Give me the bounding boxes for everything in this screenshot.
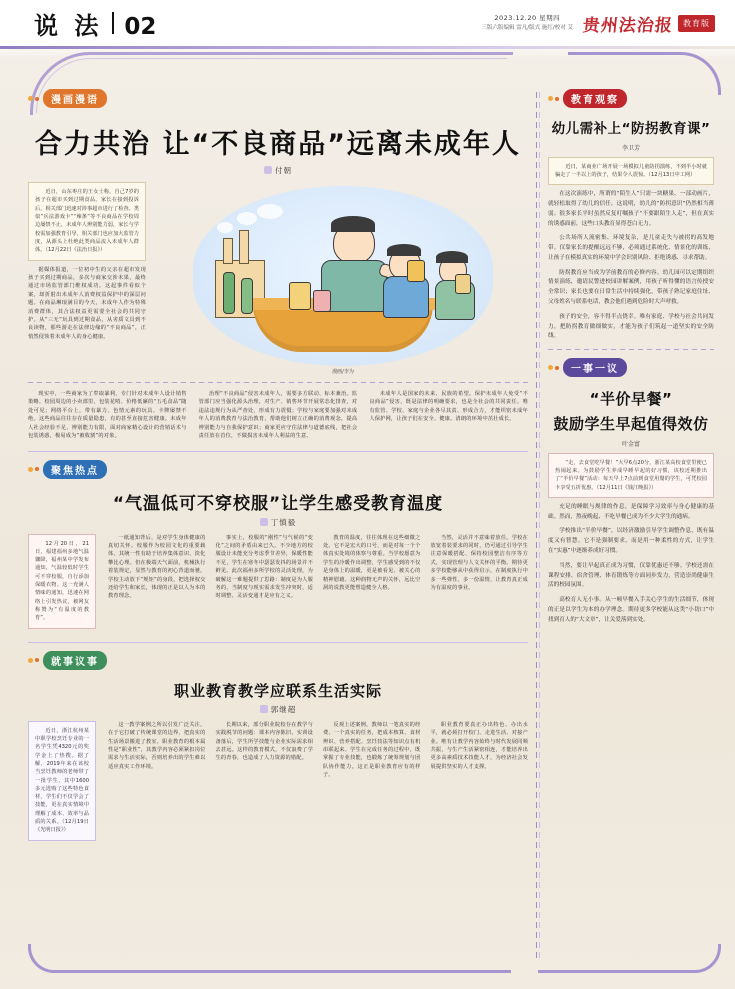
badge-dots-icon (28, 96, 39, 101)
right-column (548, 88, 714, 630)
byline-text: 丁慎毅 (270, 517, 297, 527)
byline-one-matter: 叶金富 (621, 440, 640, 448)
snack-package-icon-3 (407, 260, 425, 282)
illustration-column (158, 182, 528, 375)
section-badge-cartoon (28, 89, 107, 108)
masthead-right (583, 11, 715, 36)
smoke-puff (217, 222, 233, 233)
divider-dots-right (548, 349, 714, 350)
body-paragraph: 充足的睡眠与规律的作息，是保障学习效率与身心健康的基础。然而，熬夜晚起、不吃早餐已成为不少大学生的通病。 (548, 503, 714, 520)
section-badge-label: 聚焦热点 (43, 460, 107, 479)
article-hot-topic (28, 459, 528, 634)
masthead-rule (0, 46, 735, 49)
section-badge-hot-topic (28, 460, 107, 479)
lead-paragraph-hot: 12月20日，21日，福建福州多地气温骤降，福州某中学发布通知，气温较低时学生可不穿校服，自行添加保暖衣物。这一充满人情味的通知，迅速在网络上引发热议，被网友称赞为“有温度的教育”。 (28, 534, 96, 629)
smoke-puff (257, 204, 283, 219)
lead-paragraph-commentary: 近日，浙江杭州某中职学校烹饪专业的一名学生凭4320元的奖学金上了热搜。据了解，2019年来在该校当烹饪教师的老师带了一批学生，其中1600多元选购了这些特色食材，学生们不仅学会了技能，更在真实情境中理解了成本、效率与品质的关系。（12月19日《光明日报》） (28, 721, 96, 841)
child-hair-2 (436, 251, 468, 263)
lead-column-commentary (28, 721, 96, 846)
byline-commentary (28, 704, 528, 715)
badge-dots-icon (548, 365, 559, 370)
section-badge-label: 就事议事 (43, 651, 107, 670)
section-badge-observation (548, 89, 627, 108)
page-number: 02 (124, 13, 157, 40)
body-paragraph: 反观上述案例，教师以一笔真实的经费、一个真实的任务，把成本核算、食材辨识、营养搭配、烹饪技法等知识点有机串联起来。学生在完成任务的过程中，既掌握了专业技能，也锻炼了统筹规划与团队协作能力。这正是职业教育应有的样子。 (323, 721, 421, 779)
body-paragraph: 据媒体报道，一位初中生的父亲在超市发现孩子买到过期商品，多次与商家交涉未果，最终通过市场监管部门维权成功。这起事件看似个案，却折射出未成年人消费权益保护中的深层问题。在商品琳琅满目的今天，未成年人作为特殊消费群体，其合法权益更需要全社会的共同守护。从“三无”玩具到过期食品，从劣质文具到不良读物，那些游走在法律边缘的“不良商品”，正悄然侵蚀着未成年人的身心健康。 (28, 266, 146, 340)
body-paragraph: 这一教学案例之所以引发广泛关注，在于它打破了传统课堂的边界，把真实的生活场景搬进了教室。职业教育的根本属性是“职业性”，其教学内容必须紧扣岗位需求与生活实际，否则培养出的学生难以适应真实工作环境。 (108, 721, 206, 770)
body-column-1 (28, 266, 146, 342)
page-title: 说 法 (34, 11, 103, 40)
section-divider-1 (28, 451, 528, 452)
section-badge-label: 教育观察 (563, 89, 627, 108)
body-paragraph: 学校推出“半价早餐”，以经济激励引导学生调整作息，既有温度又有智慧。它不是强制要求，而是用一种柔性的方式，让学生在“实惠”中逐渐养成好习惯。 (548, 528, 714, 554)
headline-one-matter-line2: 鼓励学生早起值得效仿 (553, 414, 709, 433)
lead-paragraph: 近日，山东枣庄的王女士称，自己7岁的孩子在超市买到过期食品。家长在接到投诉后，相关部门迅速对涉事超市进行了检查。类似“兵法游戏卡”“辣条”等不良商品在学校周边屡禁不止，未成年人辨别能力弱，家长与学校需加强教育引导，相关部门也应加大监管力度，从源头上杜绝此类商品流入未成年人群体。（12月22日《法治日报》） (28, 182, 146, 261)
byline-text: 付朝 (275, 166, 292, 175)
section-badge-label: 一事一议 (563, 358, 627, 377)
body-paragraph: 在这次演练中，所谓的“陌生人”只需一块糖果、一部动画片，就轻松取得了幼儿的信任。这说明，幼儿的“防拐意识”仍然相当薄弱。很多家长平时虽然反复叮嘱孩子“不要跟陌生人走”，但在真实的诱惑面前，这些口头教育显得苍白无力。 (548, 191, 714, 227)
body-paragraph: 一纸通知背后，是对学生身体健康的真切关怀。校服作为校园文化的重要载体，其统一性有助于培养集体意识、淡化攀比心理。但在极端天气面前，机械执行着装规定，显然与教育的初心背道而驰。学校主动放下“规矩”的身段，把选择权交还给学生和家长，体现的正是以人为本的教育理念。 (108, 534, 206, 600)
section-badge-one-matter (548, 358, 627, 377)
plant-icon (223, 272, 235, 314)
section-badge-label: 漫画漫语 (43, 89, 107, 108)
body-paragraph: 长期以来，部分职业院校存在教学与实践脱节的问题：课本内容陈旧，实训设备落后，学生所学技能与企业实际需求相去甚远。这样的教育模式，不仅浪费了学生的青春，也造成了人力资源的错配。 (215, 721, 313, 762)
masthead (0, 0, 735, 46)
byline-mark-icon (260, 518, 268, 526)
body-paragraph-3: 治理“不良商品”侵害未成年人，需要多方联动、标本兼治。监管部门应当强化源头治理，对生产、销售环节开展常态化排查，对违法违规行为从严查处，形成有力震慑；学校与家庭要加强对未成年人的消费教育与法治教育，帮助他们树立正确的消费观念，提高辨别能力与自我保护意识；商家更应守住法律与道德底线，把社会责任放在首位，不做损害未成年人利益的生意。 (198, 391, 358, 440)
masthead-divider (112, 12, 114, 34)
body-columns-hot (108, 534, 528, 634)
badge-dots-icon (28, 658, 39, 663)
article-education-observation (548, 88, 714, 342)
adult-hair (331, 216, 375, 232)
chimney-icon-2 (239, 230, 249, 264)
snack-package-icon (289, 282, 311, 310)
article-one-matter (548, 357, 714, 625)
publication-date: 2023.12.20 星期四 (494, 13, 561, 22)
editor-credits: 三版六版编辑 雷凡/版式 施红/校对 艾 (481, 24, 573, 31)
byline-main (28, 165, 528, 176)
headline-main: 合力共治 让“不良商品”远离未成年人 (35, 129, 521, 160)
body-paragraph: 职业教育要真正办出特色、办出水平，就必须打开校门、走进生活、对接产业。唯有让教学内容始终与时代发展同频共振，与生产生活紧密相连，才能培养出更多高素质技术技能人才，为经济社会发展提供坚实的人才支撑。 (430, 721, 528, 770)
byline-mark-icon (264, 166, 272, 174)
child-body (383, 276, 429, 318)
headline-commentary: 职业教育教学应联系生活实际 (173, 681, 382, 700)
lead-paragraph-one-matter: “走，去食堂吃早餐！”大早6点20分，浙江某高校食堂里便已热闹起来。为鼓励学生养成早睡早起的好习惯，该校近期推出了“半价早餐”活动：每天早上7点前到食堂用餐的学生，可凭校园卡享受五折优惠。（12月11日《钱江晚报》） (548, 453, 714, 498)
body-paragraph: 防拐教育应当成为学前教育的必修内容。幼儿园可以定期组织情景演练，邀请民警进校园讲解案例，用孩子听得懂的语言传授安全常识；家长也要在日常生活中持续强化，带孩子熟记家庭住址、父母姓名与联系电话，教会他们遇到危险时大声呼救。 (548, 269, 714, 305)
body-paragraph: 事实上，校服的“刚性”与气候的“变化”之间的矛盾由来已久。不少地方的校服设计未能充分考虑季节差异，保暖性能不足，学生在寒冬中瑟瑟发抖的场景并不鲜见。此次福州多所学校的灵活处理，为破解这一难题提供了思路：制度是为人服务的，当制度与现实需求发生冲突时，适时调整、灵活变通才是应有之义。 (215, 534, 313, 600)
body-paragraph: 公共场所人流密集、环境复杂，是儿童走失与被拐的高发地带。仅靠家长的提醒远远不够，必须通过系统化、情景化的训练，让孩子在模拟真实的环境中学会识别风险、拒绝诱惑、寻求帮助。 (548, 235, 714, 261)
headline-one-matter-line1: “半价早餐” (589, 390, 673, 409)
body-paragraph: 教育的温度，往往体现在这些细微之处。它不是宏大的口号，而是对每一个个体真实处境的体察与尊重。当学校愿意为学生的冷暖作出调整，学生感受到的不仅是身体上的温暖，更是被看见、被关心的精神慰藉。这种润物无声的关怀，远比空洞的说教更能塑造健全人格。 (323, 534, 421, 592)
section-badge-commentary (28, 651, 107, 670)
body-observation (548, 190, 714, 342)
body-paragraph: 当然，要让早起真正成为习惯，仅靠优惠还不够。学校还需在课程安排、宿舍管理、体育锻炼等方面同步发力，营造崇尚健康生活的校园氛围。 (548, 562, 714, 589)
child-hair (387, 244, 421, 256)
lead-column (28, 182, 146, 375)
chimney-icon (223, 238, 233, 264)
body-columns-commentary (108, 721, 528, 846)
body-paragraph: 当然，灵活并不意味着放任。学校在放宽着装要求的同时，仍可通过引导学生注意保暖搭配、保持校园整洁有序等方式，实现管理与人文关怀的平衡。期待更多学校能够从中获得启示，在制度执行中多一些弹性、多一份温情，让教育真正成为有温度的事业。 (430, 534, 528, 592)
byline-observation: 李卫芳 (621, 144, 640, 152)
badge-dots-icon (548, 96, 559, 101)
body-paragraph: 孩子的安全，容不得半点侥幸。唯有家庭、学校与社会共同发力，把防拐教育做细做实，才能为孩子们筑起一道坚实的安全防线。 (548, 313, 714, 340)
illustration-caption: 漫画/李为 (332, 369, 354, 375)
body-one-matter (548, 503, 714, 626)
lead-column-hot (28, 534, 96, 634)
byline-hot-topic (28, 517, 528, 528)
decorative-bottom-left (28, 944, 511, 973)
snack-package-icon-2 (313, 290, 331, 312)
byline-text: 郭继超 (270, 704, 297, 714)
edition-badge: 教育版 (678, 15, 715, 32)
body-paragraph-4: 未成年人是国家的未来、民族的希望。保护未成年人免受“不良商品”侵害，既是法律的明确要求，也是全社会的共同责任。唯有监管、学校、家庭与企业各尽其责、形成合力，才能织密未成年人保护网，让孩子们在安全、健康、清朗的环境中茁壮成长。 (369, 391, 528, 423)
left-column (28, 88, 528, 846)
headline-observation: 幼儿需补上“防拐教育课” (551, 121, 711, 137)
body-columns-rest (28, 390, 528, 441)
newspaper-logo: 贵州法治报 (581, 15, 674, 36)
article-cartoon-commentary (28, 88, 528, 441)
body-paragraph: 高校育人无小事。从一顿早餐入手关心学生的生活细节，体现的正是以学生为本的办学理念。期待更多学校能从这类“小切口”中找到育人的“大文章”，让关爱落到实处。 (548, 597, 714, 623)
column-divider-secondary (539, 92, 540, 962)
article-commentary (28, 650, 528, 846)
decorative-bottom-right (538, 944, 721, 973)
masthead-meta (482, 13, 573, 33)
headline-hot-topic: “气温低可不穿校服”让学生感受教育温度 (112, 493, 444, 514)
divider-dots (28, 382, 528, 383)
smoke-puff (237, 212, 257, 225)
section-divider-2 (28, 642, 528, 643)
lead-paragraph-observation: 近日，某商业广场开展一场模拟儿童防拐演练，不到半小时就骗走了一半以上的孩子，结果令人震惊。（12月13日中工网） (548, 157, 714, 186)
column-divider (536, 92, 537, 962)
cartoon-illustration (193, 186, 493, 366)
masthead-left (34, 6, 156, 41)
snack-package-icon-4 (455, 274, 471, 294)
plant-icon-2 (241, 278, 253, 314)
body-paragraph-2: 现实中，一些商家为了牟取暴利，专门针对未成年人设计销售策略。校园周边的小卖部里，包装花哨、价格低廉的“五毛食品”随处可见；网络平台上，带有暴力、色情元素的玩具、卡牌屡禁不绝。这些商品往往存在质量隐患，有的甚至直接危害健康。未成年人社会经验不足、辨别能力有限，面对商家精心设计的营销话术与包装诱惑，极易成为“被收割”的对象。 (28, 391, 187, 440)
badge-dots-icon (28, 467, 39, 472)
byline-mark-icon (260, 705, 268, 713)
